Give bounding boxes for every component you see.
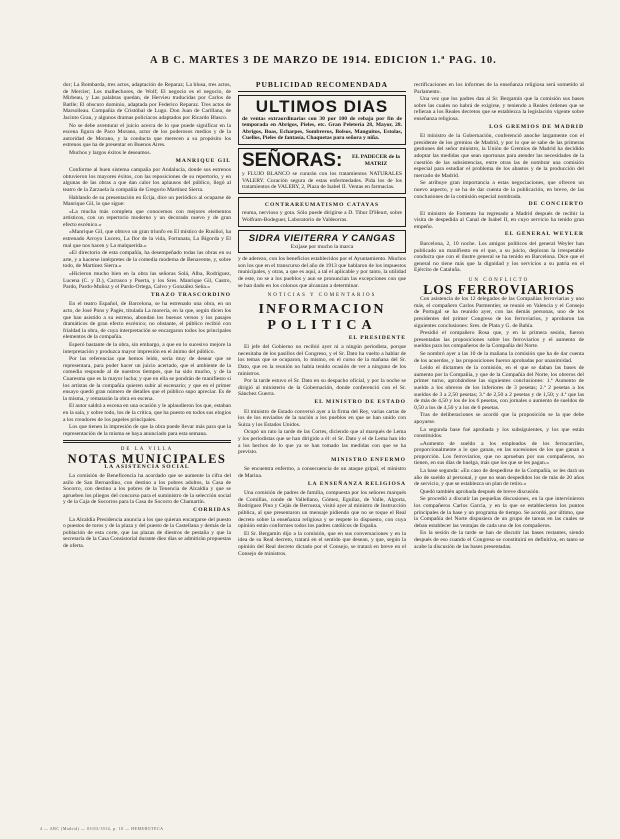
subheading: LOS GREMIOS DE MADRID: [489, 123, 584, 130]
article-paragraph: El ministro de Estado conversó ayer a la firma del Rey, varias cartas de los de los enviados de la nación a los pueblos en que se han unido con Suiza y los Estados Unidos.: [238, 408, 406, 428]
article-paragraph: El jefe del Gobierno no recibió ayer ni a ningún periodista, porque necesitaba de los pasillos del Congreso, y el Sr. Dato ha vuelto a hablar de los temas que se ocuparon, lo mismo, en el curso de la mañana del Sr. Dato, que en la reunión no había tenido ocasión de ver a ninguno de los ministros.: [238, 344, 406, 377]
article-paragraph: El ministro de Fomento ha regresado a Madrid después de recibir la visita de despedida al Canal de Isabel II, en cuyo servicio ha tenido gran empeño.: [414, 210, 584, 230]
ad-headline: CONTRAREUMATISMO CATAYAS: [264, 201, 380, 208]
ad-text: de ventas extraordinarias con 30 por 100 de rebaja por fin de temporada en Abrigos, Pieles, etc. Gran Peletería 28, Mayor, 28. Abrigos, Boas, Echarpes, Sombreros, Bolsos, Manguitos, Estolas, Cuellos, Pieles de fantasía, Chaquetas para señora y niña.: [242, 115, 402, 142]
article-paragraph: Se encuentra enfermo, a consecuencia de un ataque gripal, el ministro de Marina.: [238, 466, 406, 479]
article-paragraph: Con asistencia de los 12 delegados de las Compañías ferroviarias y uno más, el compañero Carlos Parmentier, se reunió en Valencia y el Consejo de Portugal se ha reunido ayer, con las demás personas, uno de los presidentes del primer Congreso de los ferroviarios, y aprobaron las siguientes conclusiones: Sres. de Plata y G. de Bahía.: [414, 296, 584, 329]
ad-senoras: [238, 148, 406, 194]
headline-informacion: INFORMACION: [258, 301, 386, 317]
subheading: EL MINISTRO DE ESTADO: [314, 399, 406, 406]
article-paragraph: dor; La Bombarda, tres actos, adaptación de Reparaz; La blusa, tres actos, de Mercier; Los malhechores, de Wolf; El negocio es el negocio, de Mirbeau, y Las palabras quedan, de Hervieu traducidas por Carlos de Batlle; El obscuro dominio, adaptada por Federico Reparaz. Tres actos de Marsolleau. Compañía de Cristóbal de Lugo. Don Juan de Carillana, de Jacinto Grau, y algunos dramas policíacos adaptados por Ricardo Blasco.: [63, 82, 231, 121]
article-paragraph: El Sr. Bergamín dijo a la comisión, que en sus conversaciones y en la idea de su Real decreto, tratará en el sentido que desean, y que, según la opinión del Real decreto dictado por el Consejo, se tratará en breve en el Consejo de ministros.: [238, 530, 406, 557]
article-paragraph: «Aumento de sueldo a los empleados de los ferrocarriles, proporcionalmente a lo que ganan, en las sucesiones de los que ganan a proporción. Los ferroviarios, que no aprueban por sus compañeros, no tienen, en sus días de huelga, más que los que se les pagan.»: [414, 440, 584, 467]
ad-side-text: EL PADECER de la MATRIZ: [352, 154, 400, 167]
article-paragraph: «El directorio de esta compañía, ha desempeñado todas las obras en su arte, y a hacerse intérpretes de la comedia moderna de Benavente, y, sobre todo, de Martínez Sierra.»: [63, 250, 231, 270]
ad-headline: SIDRA VIEITERRA Y CANGAS: [248, 232, 396, 244]
article-paragraph: «La mucha más completa que conocemos con mejores elementos artísticos, con un repertorio moderno y un decorado nuevo y de gran efecto escénico.»: [63, 208, 231, 228]
article-paragraph: Se atribuye gran importancia a estas negociaciones, que ofrecen un nuevo aspecto, y se ha de dar cuenta de la publicación, en breve, de las conclusiones de la comisión especial nombrada.: [414, 180, 584, 200]
article-paragraph: En el teatro Español, de Barcelona, se ha estrenado una obra, en un acto, de José Pons y Pagès, titulada La morería, en la que, según dicen los que han asistido a su estreno, abundan los buenos versos y los pasajes dramáticos de gran efecto escénico; no obstante, el público recibió con frialdad la obra, de cuya interpretación se encargaron todos los principales elementos de la compañía.: [63, 301, 231, 341]
subheading: EL GENERAL WEYLER: [504, 231, 584, 238]
ad-contrareumatismo: [238, 197, 406, 227]
subheading: EL PRESIDENTE: [348, 334, 406, 341]
subheading: CORRIDAS: [193, 507, 231, 514]
article-paragraph: Una comisión de padres de familia, compuesta por los señores marqués de Comillas, conde de Vallellano, Gómez, Eguilaz, de Valle, Algorta, Rodríguez Pino y Cejás de Berrueza, visitó ayer al ministro de Instrucción pública, al que presentaron un mensaje pidiendo que no se toque el Real decreto sobre la enseñanza religiosa y se respete lo dispuesto, con cuya opinión están conformes todos los padres católicos de España.: [238, 490, 406, 530]
article-paragraph: Muchos y largos éxitos le deseamos.: [69, 149, 151, 156]
section-label: UN CONFLICTO: [468, 278, 530, 284]
article-paragraph: La comisión de Beneficencia ha acordado que se aumente la cifra del asilo de San Bernardino, con destino a los pobres adultos, la Casa de Socorro, con destino a los pobres de la Tenencia de Alcaldía y que se aprueben los pliegos del concurso para el suministro de la selección social y de la Caja de Socorros para la Casa de Socorro de Chamartín.: [63, 473, 231, 506]
article-paragraph: La Alcaldía Presidencia anuncia a los que quieran encargarse del puesto o puestos de toros y de la plaza y del puesto de la Castellana y demás de la población de esta corte, que las plazas de diestros de pestaña y que la secretaría de la Casa Consistorial durante diez días se admitirán propuestas de oferta.: [63, 516, 231, 549]
article-paragraph: Quedó también aprobada después de breve discusión.: [420, 488, 540, 495]
article-paragraph: «Manrique Gil, que obtuvo un gran triunfo en El místico de Rusiñol, ha estrenado Arroyo Lucero, La flor de la vida, Fortunata, La Bigorda y El mal que nos hacen y La malquerida.»: [63, 229, 231, 249]
ad-headline: SEÑORAS:: [242, 149, 343, 171]
ad-ultimos-dias: [238, 95, 406, 145]
article-paragraph: Conforme al buen sistema campaña por Andalucía, donde sus estrenos obtuvieron los mayores éxitos, con las reposiciones de su repertorio, y en algunas de las obras a que dan calor los aplausos del público, llegó al teatro de la Zarzuela la compañía de Gregorio Martínez Sierra.: [63, 167, 231, 193]
article-paragraph: Se nombró ayer a las 10 de la mañana la comisión que ha de dar cuenta de los acuerdos, y las proposiciones fueron aprobadas por unanimidad.: [414, 350, 584, 364]
headline-notas: NOTAS MUNICIPALES: [67, 451, 227, 466]
article-paragraph: y de aderezo, con los beneficios establecidos por el Ayuntamiento. Muchos son los que en el transcurso del año de 1913 que hablaron de los impuestos municipales, y otras, a que es aquí, a tal el aplicable y por tanto, la utilidad de este, no se a los pueblos y aun se pronuncian las excepciones con que se han dado en los colonos que alcanzan a determinar.: [238, 256, 406, 289]
article-paragraph: La segunda base fué aprobada y los subsiguientes, y los que están constituidos.: [414, 426, 584, 440]
subheading: LA ASISTENCIA SOCIAL: [104, 464, 190, 471]
ad-text: y FLUJO BLANCO se curarán con los tratamientos NATURALES VALERY. Curación segura de estas enfermedades. Pida los de los tratamientos de VALERY, 2, Plaza de Isabel II. Ventas en farmacias.: [242, 170, 402, 191]
article-paragraph: rectificaciones en los informes de la enseñanza religiosa será sometido al Parlamento.: [414, 82, 584, 95]
article-paragraph: En la sesión de la tarde se han de discutir las bases restantes, siendo después de eso cuando el Congreso se constituirá en definitiva, en tanto se acabe la discusión de las bases presentadas.: [414, 530, 584, 550]
subheading: LA ENSEÑANZA RELIGIOSA: [307, 480, 406, 487]
article-paragraph: Por la tarde estuvo el Sr. Dato en su despacho oficial, y por la noche se dirigió al ministerio de la Gobernación, donde conferenció con el Sr. Sánchez Guerra.: [238, 378, 406, 398]
subheading: MINISTRO ENFERMO: [331, 456, 406, 463]
ad-section-header: PUBLICIDAD RECOMENDADA: [238, 82, 406, 92]
section-label: NOTICIAS Y COMENTARIOS: [267, 293, 377, 299]
article-paragraph: Hablando de su presentación en Ecija, dice un periódico al ocuparse de Manrique Gil, lo que sigue:: [63, 194, 231, 208]
article-paragraph: Una vez que los padres dan al Sr. Bergamín que la comisión sus bases sobre las cuales no habrá de exigirse, y teniendo a Reales órdenes que se refieran a los Reales decretos que se establezca la legislación vigente sobre enseñanza religiosa.: [414, 96, 584, 122]
article-paragraph: Ocupó un rato la tarde de las Cortes, diciendo que al marqués de Lema y los periodistas que se han dirigido a él: el Sr. Dato y el de Lema han ido a los hechos de lo que ya se han tomado las medidas con que se ha previsto.: [238, 429, 406, 456]
subheading: DE CONCIERTO: [528, 201, 584, 208]
ad-text: reuma, nervioso y gota. Sólo puede dirigirse a D. Tibur D'Heurt, sobre Wolfram-Bodeguer, Laboratorio de Valdeorras.: [242, 210, 402, 223]
article-paragraph: Tras de deliberaciones se acordó que la proposición se la que debe apoyarse.: [414, 412, 584, 425]
article-paragraph: No se debe aventurar el juicio acerca de lo que puede significar en la escena figura de Paco Morano, actor de los poderosos medios y de la autoridad de Morano, y la conducta que merecen a su propósito los estrenos que ha de presentar en Buenos Aires.: [63, 122, 231, 149]
headline-politica: POLITICA: [267, 317, 377, 333]
article-paragraph: «Hicieron mucho bien en la obra las señoras Solá, Alba, Rodríguez, Lucena (C. y D.), Carrasco y Puerta, y los Sres. Manrique Gil, Castro, Pardo, Pardo-Muñoz y el Pardo-Ortega, Calvo y González Seña.»: [63, 271, 231, 291]
article-paragraph: Por las referencias que hemos leído, sería muy de desear que se representara, para poder hacer un juicio acertado, que el ambiente de la comedia responde al de nuestros tiempos, que ha sido mucho, y de la Cuaresma que es la mayor lucha; y que en ella se pondrán de manifiesto si los artistas de la compañía quieren subir al escenario; y que en el primer ensayo quedó gran número de detalles que el público supo apreciar. Es de la misma, y rematarán la obra en escena.: [63, 356, 231, 402]
signature: MANRIQUE GIL: [175, 157, 231, 164]
ad-text: Exíjase por mucho la marca: [290, 243, 354, 250]
headline-ferroviarios: LOS FERROVIARIOS: [423, 281, 575, 297]
center-column: [238, 82, 406, 558]
right-column: [414, 82, 584, 551]
section-label: DE LA VILLA: [120, 447, 174, 453]
article-paragraph: El autor saldrá a escena en una ocasión y le aplaudieron los que, estaban en la sala, y sobre todo, los de la crítica, que ha puesto en todos sus elogios a los creadores de los papeles principales.: [63, 403, 231, 423]
article-paragraph: La base segunda: «En caso de despedirse de la Compañía, se les dará un año de sueldo al personal, y que no sean despedidos los de más de 20 años de servicio, y que se establezca un plan de retiro.»: [414, 468, 584, 488]
footer-strip: 4 — ABC (Madrid) — 03/03/1914, p. 10 — HEMEROTECA: [40, 826, 164, 831]
ad-headline: ULTIMOS DIAS: [255, 96, 389, 116]
article-paragraph: Los que tienen la impresión de que la obra puede llevar más para que la representación de la misma se haya anunciado para esta semana.: [63, 424, 231, 437]
masthead: A B C. MARTES 3 DE MARZO DE 1914. EDICION 1.ª PAG. 10.: [150, 55, 497, 66]
signature: TRAZO TRASCORDINO: [150, 291, 231, 298]
article-paragraph: Se procedió a discutir las pequeñas discusiones, en la que intervinieron los compañeros Carlos García, y en la que se establecieron los puntos principales de la base y un programa de tiempo. Se acordó, por último, que la Compañía del Norte dispusiera de un grupo de tareas en las cuales se deban establecer las ventajas de cada uno de los compañeros.: [414, 496, 584, 529]
article-paragraph: El ministro de la Gobernación, conferenció anoche largamente con el presidente de los gremios de Madrid, y por lo que se sabe de las primeras gestiones del señor ministro, la Unión de Gremios de Madrid ha decidido adoptar las medidas que sean oportunas para atender las necesidades de la cuestión de las subsistencias, entre otras las de nombrar una comisión especial para estudiar el problema de los abastos y de la producción del mercado de Madrid.: [414, 133, 584, 179]
divider: [63, 440, 231, 443]
article-paragraph: Presidió el compañero Rosa que, y en la primera sesión, fueron presentadas las proposiciones sobre los ferroviarios y el aumento de sueldos para los compañeros de la Compañía del Norte.: [414, 330, 584, 350]
left-column: [63, 82, 231, 551]
article-paragraph: Barcelona, 2, 10 noche. Los amigos políticos del general Weyler han publicado un manifiesto en el que, a su juicio, deploran la irrespetable conducta que con el ilustre general se ha tenido en Barcelona. Dice que el general no tiene más que la dignidad y los servicios a su patria en el Ejército de Cataluña.: [414, 241, 584, 274]
ad-sidra: [238, 230, 406, 254]
article-paragraph: Esperó bastante de la obra, sin embargo, a que en lo sucesivo mejore la interpretación y produzca mayor impresión en el ánimo del público.: [63, 341, 231, 355]
article-paragraph: Leído el dictamen de la comisión, en el que se daban las bases de aumento por la Compañía, y que de la Compañía del Norte, los obreros del primer turno, aprobándose las siguientes conclusiones: 1.ª Aumento de sueldo a los obreros de los inferiores de 3 pesetas; 2.ª 2 pesetas a los sueldos de 3 a 2,50 pesetas; 3.ª de 2,50 a 2 pesetas y de 1,50; y 4.ª que las de más de 4,50 y los de los 6 pesetas, con jornales o aumento de sueldos de 0,50 a los de 4,50 y a los de 6 pesetas.: [414, 365, 584, 411]
